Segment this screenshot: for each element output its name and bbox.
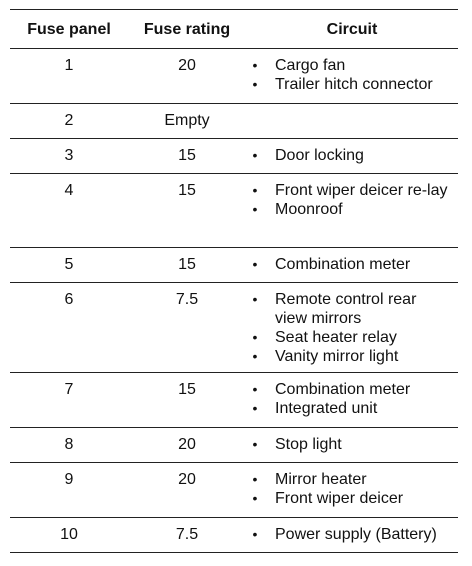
bullet-icon: • [252,400,258,416]
circuit-cell [246,373,458,428]
circuit-cell [246,463,458,518]
circuit-list-item [246,525,458,544]
circuit-cell [246,49,458,104]
fuse-rating-cell: Empty [128,104,246,139]
bullet-icon: • [252,381,258,397]
circuit-list [246,435,458,454]
fuse-panel-cell: 5 [10,248,128,283]
circuit-list-item [246,399,458,418]
bullet-icon: • [252,348,258,364]
table-header [10,10,458,49]
bullet-icon: • [252,147,258,163]
table-row [10,104,458,139]
circuit-cell [246,283,458,373]
circuit-label: Front wiper deicer [275,490,404,507]
circuit-label: Vanity mirror light [275,348,399,365]
circuit-label: Front wiper deicer re-lay [275,182,448,199]
table-row [10,518,458,553]
circuit-label: Remote control rear view mirrors [275,291,417,327]
circuit-list-item [246,489,458,508]
circuit-list-item [246,328,458,347]
fuse-panel-cell: 4 [10,174,128,248]
circuit-label: Combination meter [275,256,411,273]
circuit-list [246,470,458,508]
circuit-list-item [246,347,458,366]
fuse-table-container [10,9,458,553]
bullet-icon: • [252,329,258,345]
fuse-rating-cell: 15 [128,139,246,174]
circuit-cell [246,518,458,553]
table-row [10,283,458,373]
bullet-icon: • [252,490,258,506]
table-row [10,373,458,428]
table-body [10,49,458,553]
fuse-panel-cell: 1 [10,49,128,104]
circuit-list-item [246,181,458,200]
fuse-rating-cell: 7.5 [128,518,246,553]
table-row [10,174,458,248]
circuit-label: Moonroof [275,201,343,218]
fuse-panel-cell: 7 [10,373,128,428]
circuit-label: Combination meter [275,381,411,398]
fuse-rating-cell: 15 [128,248,246,283]
circuit-list [246,525,458,544]
circuit-list-item [246,470,458,489]
header-fuse-panel: Fuse panel [10,10,128,49]
circuit-list [246,146,458,165]
circuit-list-item [246,290,458,328]
header-row [10,10,458,49]
bullet-icon: • [252,471,258,487]
circuit-list-item [246,380,458,399]
bullet-icon: • [252,291,258,307]
fuse-rating-cell: 20 [128,463,246,518]
fuse-panel-cell: 9 [10,463,128,518]
fuse-rating-cell: 20 [128,428,246,463]
circuit-label: Power supply (Battery) [275,526,437,543]
bullet-icon: • [252,526,258,542]
bullet-icon: • [252,182,258,198]
bullet-icon: • [252,76,258,92]
fuse-panel-cell: 8 [10,428,128,463]
bullet-icon: • [252,436,258,452]
bullet-icon: • [252,201,258,217]
fuse-rating-cell: 15 [128,174,246,248]
bullet-icon: • [252,57,258,73]
circuit-list-item [246,255,458,274]
circuit-cell [246,104,458,139]
table-row [10,463,458,518]
circuit-cell [246,428,458,463]
header-fuse-rating: Fuse rating [128,10,246,49]
circuit-list-item [246,146,458,165]
circuit-list-item [246,56,458,75]
fuse-panel-cell: 10 [10,518,128,553]
table-row [10,248,458,283]
circuit-label: Integrated unit [275,400,378,417]
fuse-rating-cell: 15 [128,373,246,428]
circuit-label: Mirror heater [275,471,367,488]
table-row [10,49,458,104]
circuit-label: Trailer hitch connector [275,76,433,93]
circuit-list [246,380,458,418]
circuit-label: Stop light [275,436,342,453]
header-circuit: Circuit [246,10,458,49]
circuit-list [246,56,458,94]
fuse-rating-cell: 20 [128,49,246,104]
circuit-list [246,290,458,366]
fuse-rating-cell: 7.5 [128,283,246,373]
circuit-list [246,255,458,274]
circuit-label: Door locking [275,147,364,164]
fuse-panel-cell: 3 [10,139,128,174]
table-row [10,139,458,174]
circuit-cell [246,139,458,174]
circuit-list-item [246,200,458,219]
circuit-list-item [246,435,458,454]
circuit-label: Seat heater relay [275,329,397,346]
circuit-label: Cargo fan [275,57,346,74]
circuit-cell [246,174,458,248]
fuse-table [10,9,458,553]
fuse-panel-cell: 2 [10,104,128,139]
circuit-list [246,181,458,219]
fuse-panel-cell: 6 [10,283,128,373]
circuit-list-item [246,75,458,94]
circuit-cell [246,248,458,283]
bullet-icon: • [252,256,258,272]
table-row [10,428,458,463]
